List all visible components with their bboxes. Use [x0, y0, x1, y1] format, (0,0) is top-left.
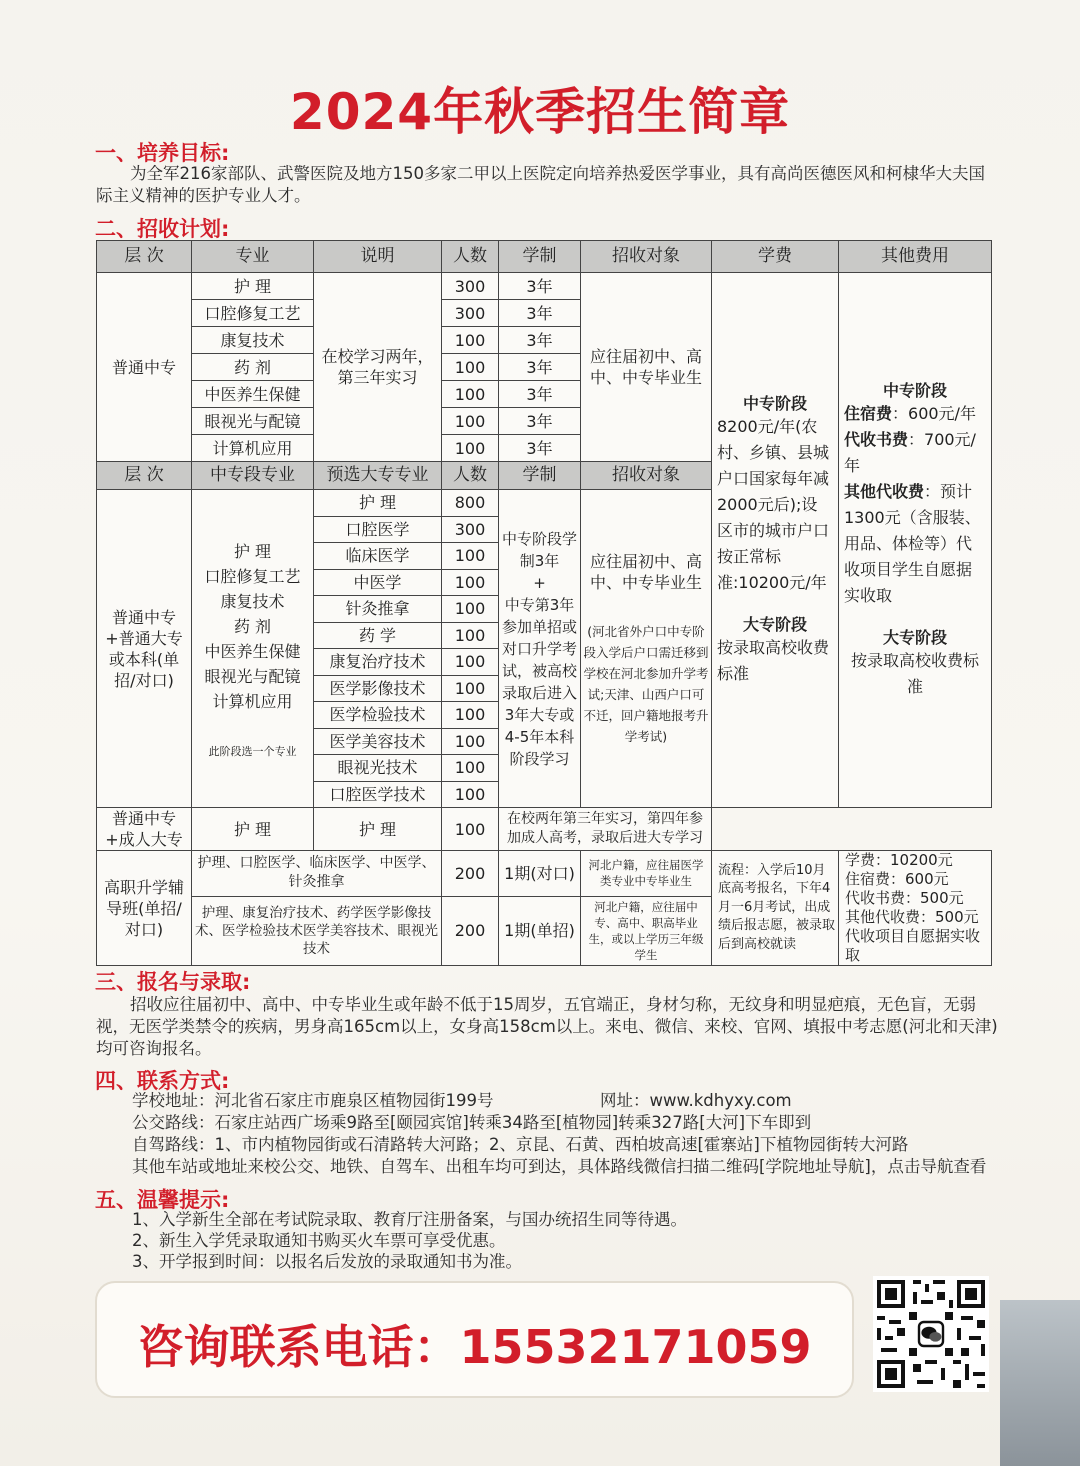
- system-cell: 3年: [499, 381, 581, 408]
- count-cell: 100: [442, 755, 499, 782]
- college-major-cell: 护 理: [314, 808, 442, 851]
- header-cell: 招收对象: [581, 462, 712, 490]
- midschool-majors: 护 理 口腔修复工艺 康复技术 药 剂 中医养生保健 眼视光与配镜 计算机应用: [204, 541, 301, 711]
- fee-value: ：600元/年: [892, 404, 976, 423]
- fee-value: ：700元/年: [844, 430, 976, 475]
- major-cell: 中医养生保健: [192, 381, 314, 408]
- major-cell: 计算机应用: [192, 435, 314, 462]
- fee-label: 其他代收费: [844, 482, 925, 501]
- target-cell: 河北户籍，应往届中专、高中、职高毕业生，或以上学历三年级学生: [581, 896, 712, 965]
- tuition-b-title: 大专阶段: [742, 615, 807, 634]
- header-cell: 预选大专专业: [314, 462, 442, 490]
- system-cell: 中专阶段学制3年 + 中专第3年参加单招或对口升学考试，被高校录取后进入3年大专或4-5年本科阶段学习: [499, 490, 581, 808]
- majors-cell: 护理、康复治疗技术、药学医学影像技术、医学检验技术医学美容技术、眼视光技术: [192, 896, 442, 965]
- count-cell: 100: [442, 675, 499, 702]
- college-major-cell: 医学美容技术: [314, 728, 442, 755]
- system-cell: 3年: [499, 327, 581, 354]
- fee-label: 住宿费: [844, 404, 893, 423]
- section-1-text: 为全军216家部队、武警医院及地方150多家二甲以上医院定向培养热爱医学事业，具有高尚医德医风和柯棣华大夫国际主义精神的医护专业人才。: [96, 164, 985, 205]
- target-cell: 应往届初中、高中、中专毕业生: [581, 273, 712, 462]
- header-cell: 其他费用: [839, 241, 992, 273]
- table-row: [97, 273, 992, 300]
- count-cell: 100: [442, 728, 499, 755]
- count-cell: 100: [442, 596, 499, 623]
- header-cell: 招收对象: [581, 241, 712, 273]
- level-cell: 高职升学辅导班(单招/对口): [97, 851, 192, 966]
- target-cell: 河北户籍，应往届医学类专业中专毕业生: [581, 851, 712, 897]
- section-1-heading: 一、培养目标:: [95, 141, 230, 165]
- target-note: (河北省外户口中专阶段入学后户口需迁移到学校在河北参加升学考试;天津、山西户口可不迁，回户籍地报考升学考试): [583, 623, 709, 744]
- tip-item: 1、入学新生全部在考试院录取、教育厅注册备案，与国办统招生同等待遇。: [132, 1210, 687, 1229]
- section-2-heading: 二、招收计划:: [95, 217, 230, 241]
- college-major-cell: 临床医学: [314, 543, 442, 570]
- system-cell: 3年: [499, 408, 581, 435]
- level-cell: 普通中专+成人大专: [97, 808, 192, 851]
- section-3-heading: 三、报名与录取:: [95, 970, 251, 994]
- tuition-cell: [712, 273, 839, 808]
- section-4-heading: 四、联系方式:: [95, 1069, 230, 1093]
- system-cell: 3年: [499, 435, 581, 462]
- section-5-heading: 五、温馨提示:: [95, 1188, 230, 1212]
- tip-item: 2、新生入学凭录取通知书购买火车票可享受优惠。: [132, 1231, 506, 1250]
- system-cell: 1期(对口): [499, 851, 581, 897]
- section-3-text: 招收应往届初中、高中、中专毕业生或年龄不低于15周岁，五官端正，身材匀称，无纹身和明显疤痕，无色盲，无弱视，无医学类禁令的疾病，男身高165cm以上，女身高158cm以上。来电、微信、来校、官网、填报中考志愿(河北和天津)均可咨询报名。: [96, 995, 998, 1058]
- qr-code-icon[interactable]: [873, 1276, 989, 1392]
- system-cell: 3年: [499, 300, 581, 327]
- college-major-cell: 眼视光技术: [314, 755, 442, 782]
- other-b-text: 按录取高校收费标准: [850, 651, 979, 696]
- system-cell: 1期(单招): [499, 896, 581, 965]
- contact-box: [95, 1281, 854, 1398]
- enrollment-table: [96, 240, 992, 966]
- system-cell: 3年: [499, 354, 581, 381]
- count-cell: 300: [442, 273, 499, 300]
- count-cell: 100: [442, 354, 499, 381]
- table-row: [97, 808, 992, 851]
- other-fees-cell: [839, 273, 992, 808]
- header-cell: 专业: [192, 241, 314, 273]
- count-cell: 300: [442, 516, 499, 543]
- major-cell: 护 理: [192, 273, 314, 300]
- major-cell: 护 理: [192, 808, 314, 851]
- header-cell: 人数: [442, 462, 499, 490]
- college-major-cell: 医学检验技术: [314, 702, 442, 729]
- other-b-title: 大专阶段: [882, 628, 947, 647]
- college-major-cell: 药 学: [314, 622, 442, 649]
- count-cell: 100: [442, 622, 499, 649]
- header-cell: 中专段专业: [192, 462, 314, 490]
- count-cell: 100: [442, 435, 499, 462]
- count-cell: 100: [442, 781, 499, 808]
- header-cell: 层 次: [97, 241, 192, 273]
- count-cell: 100: [442, 408, 499, 435]
- count-cell: 200: [442, 896, 499, 965]
- header-cell: 学制: [499, 462, 581, 490]
- header-cell: 学费: [712, 241, 839, 273]
- target-cell: [581, 490, 712, 808]
- tuition-b-text: 按录取高校收费标准: [717, 638, 830, 683]
- tuition-a-title: 中专阶段: [742, 394, 807, 413]
- table-row: [97, 851, 992, 897]
- desc-cell: 在校学习两年，第三年实习: [314, 273, 442, 462]
- major-cell: 药 剂: [192, 354, 314, 381]
- major-cell: 康复技术: [192, 327, 314, 354]
- header-cell: 说明: [314, 241, 442, 273]
- tip-item: 3、开学报到时间：以报名后发放的录取通知书为准。: [132, 1252, 522, 1271]
- college-major-cell: 医学影像技术: [314, 675, 442, 702]
- process-cell: 流程：入学后10月底高考报名，下年4月一6月考试，出成绩后报志愿，被录取后到高校就读: [712, 851, 839, 966]
- header-cell: 人数: [442, 241, 499, 273]
- major-cell: 口腔修复工艺: [192, 300, 314, 327]
- majors-cell: 护理、口腔医学、临床医学、中医学、针灸推拿: [192, 851, 442, 897]
- tuition-a-text: 8200元/年(农村、乡镇、县城户口国家每年减2000元后);设区市的城市户口按正常标准:10200元/年: [717, 417, 830, 592]
- count-cell: 100: [442, 569, 499, 596]
- level-cell: 普通中专+普通大专或本科(单招/对口): [97, 490, 192, 808]
- count-cell: 100: [442, 381, 499, 408]
- midschool-majors-cell: [192, 490, 314, 808]
- count-cell: 300: [442, 300, 499, 327]
- college-major-cell: 中医学: [314, 569, 442, 596]
- drive-route: 自驾路线：1、市内植物园街或石清路转大河路；2、京昆、石黄、西柏坡高速[霍寨站]下植物园街转大河路: [132, 1135, 909, 1154]
- school-address: 学校地址：河北省石家庄市鹿泉区植物园街199号: [132, 1091, 494, 1110]
- count-cell: 100: [442, 702, 499, 729]
- website-link[interactable]: 网址：www.kdhyxy.com: [600, 1091, 792, 1110]
- fee-label: 代收书费: [844, 430, 909, 449]
- background-photo-strip: [1000, 1300, 1080, 1466]
- fee-value: ：预计1300元（含服装、用品、体检等）代收项目学生自愿据实收取: [844, 482, 981, 605]
- count-cell: 200: [442, 851, 499, 897]
- contact-phone[interactable]: 咨询联系电话：15532171059: [137, 1320, 812, 1374]
- note-cell: 在校两年第三年实习，第四年参加成人高考，录取后进大专学习: [499, 808, 712, 851]
- count-cell: 100: [442, 543, 499, 570]
- other-route: 其他车站或地址来校公交、地铁、自驾车、出租车均可到达，具体路线微信扫描二维码[学院地址导航]，点击导航查看: [132, 1157, 987, 1176]
- page-title: 2024年秋季招生简章: [289, 83, 791, 141]
- count-cell: 100: [442, 649, 499, 676]
- majors-note: 此阶段选一个专业: [208, 744, 297, 758]
- college-major-cell: 针灸推拿: [314, 596, 442, 623]
- fees-cell: 学费：10200元 住宿费：600元 代收书费：500元 其他代收费：500元 代收项目自愿据实收取: [839, 851, 992, 966]
- college-major-cell: 口腔医学技术: [314, 781, 442, 808]
- level-cell: 普通中专: [97, 273, 192, 462]
- count-cell: 100: [442, 327, 499, 354]
- count-cell: 100: [442, 808, 499, 851]
- system-cell: 3年: [499, 273, 581, 300]
- count-cell: 800: [442, 490, 499, 517]
- header-cell: 学制: [499, 241, 581, 273]
- college-major-cell: 口腔医学: [314, 516, 442, 543]
- college-major-cell: 康复治疗技术: [314, 649, 442, 676]
- college-major-cell: 护 理: [314, 490, 442, 517]
- bus-route: 公交路线：石家庄站西广场乘9路至[颐园宾馆]转乘34路至[植物园]转乘327路[大河]下车即到: [132, 1113, 812, 1132]
- header-cell: 层 次: [97, 462, 192, 490]
- other-a-title: 中专阶段: [882, 381, 947, 400]
- table-header-row: [97, 241, 992, 273]
- major-cell: 眼视光与配镜: [192, 408, 314, 435]
- target-text: 应往届初中、高中、中专毕业生: [589, 551, 702, 592]
